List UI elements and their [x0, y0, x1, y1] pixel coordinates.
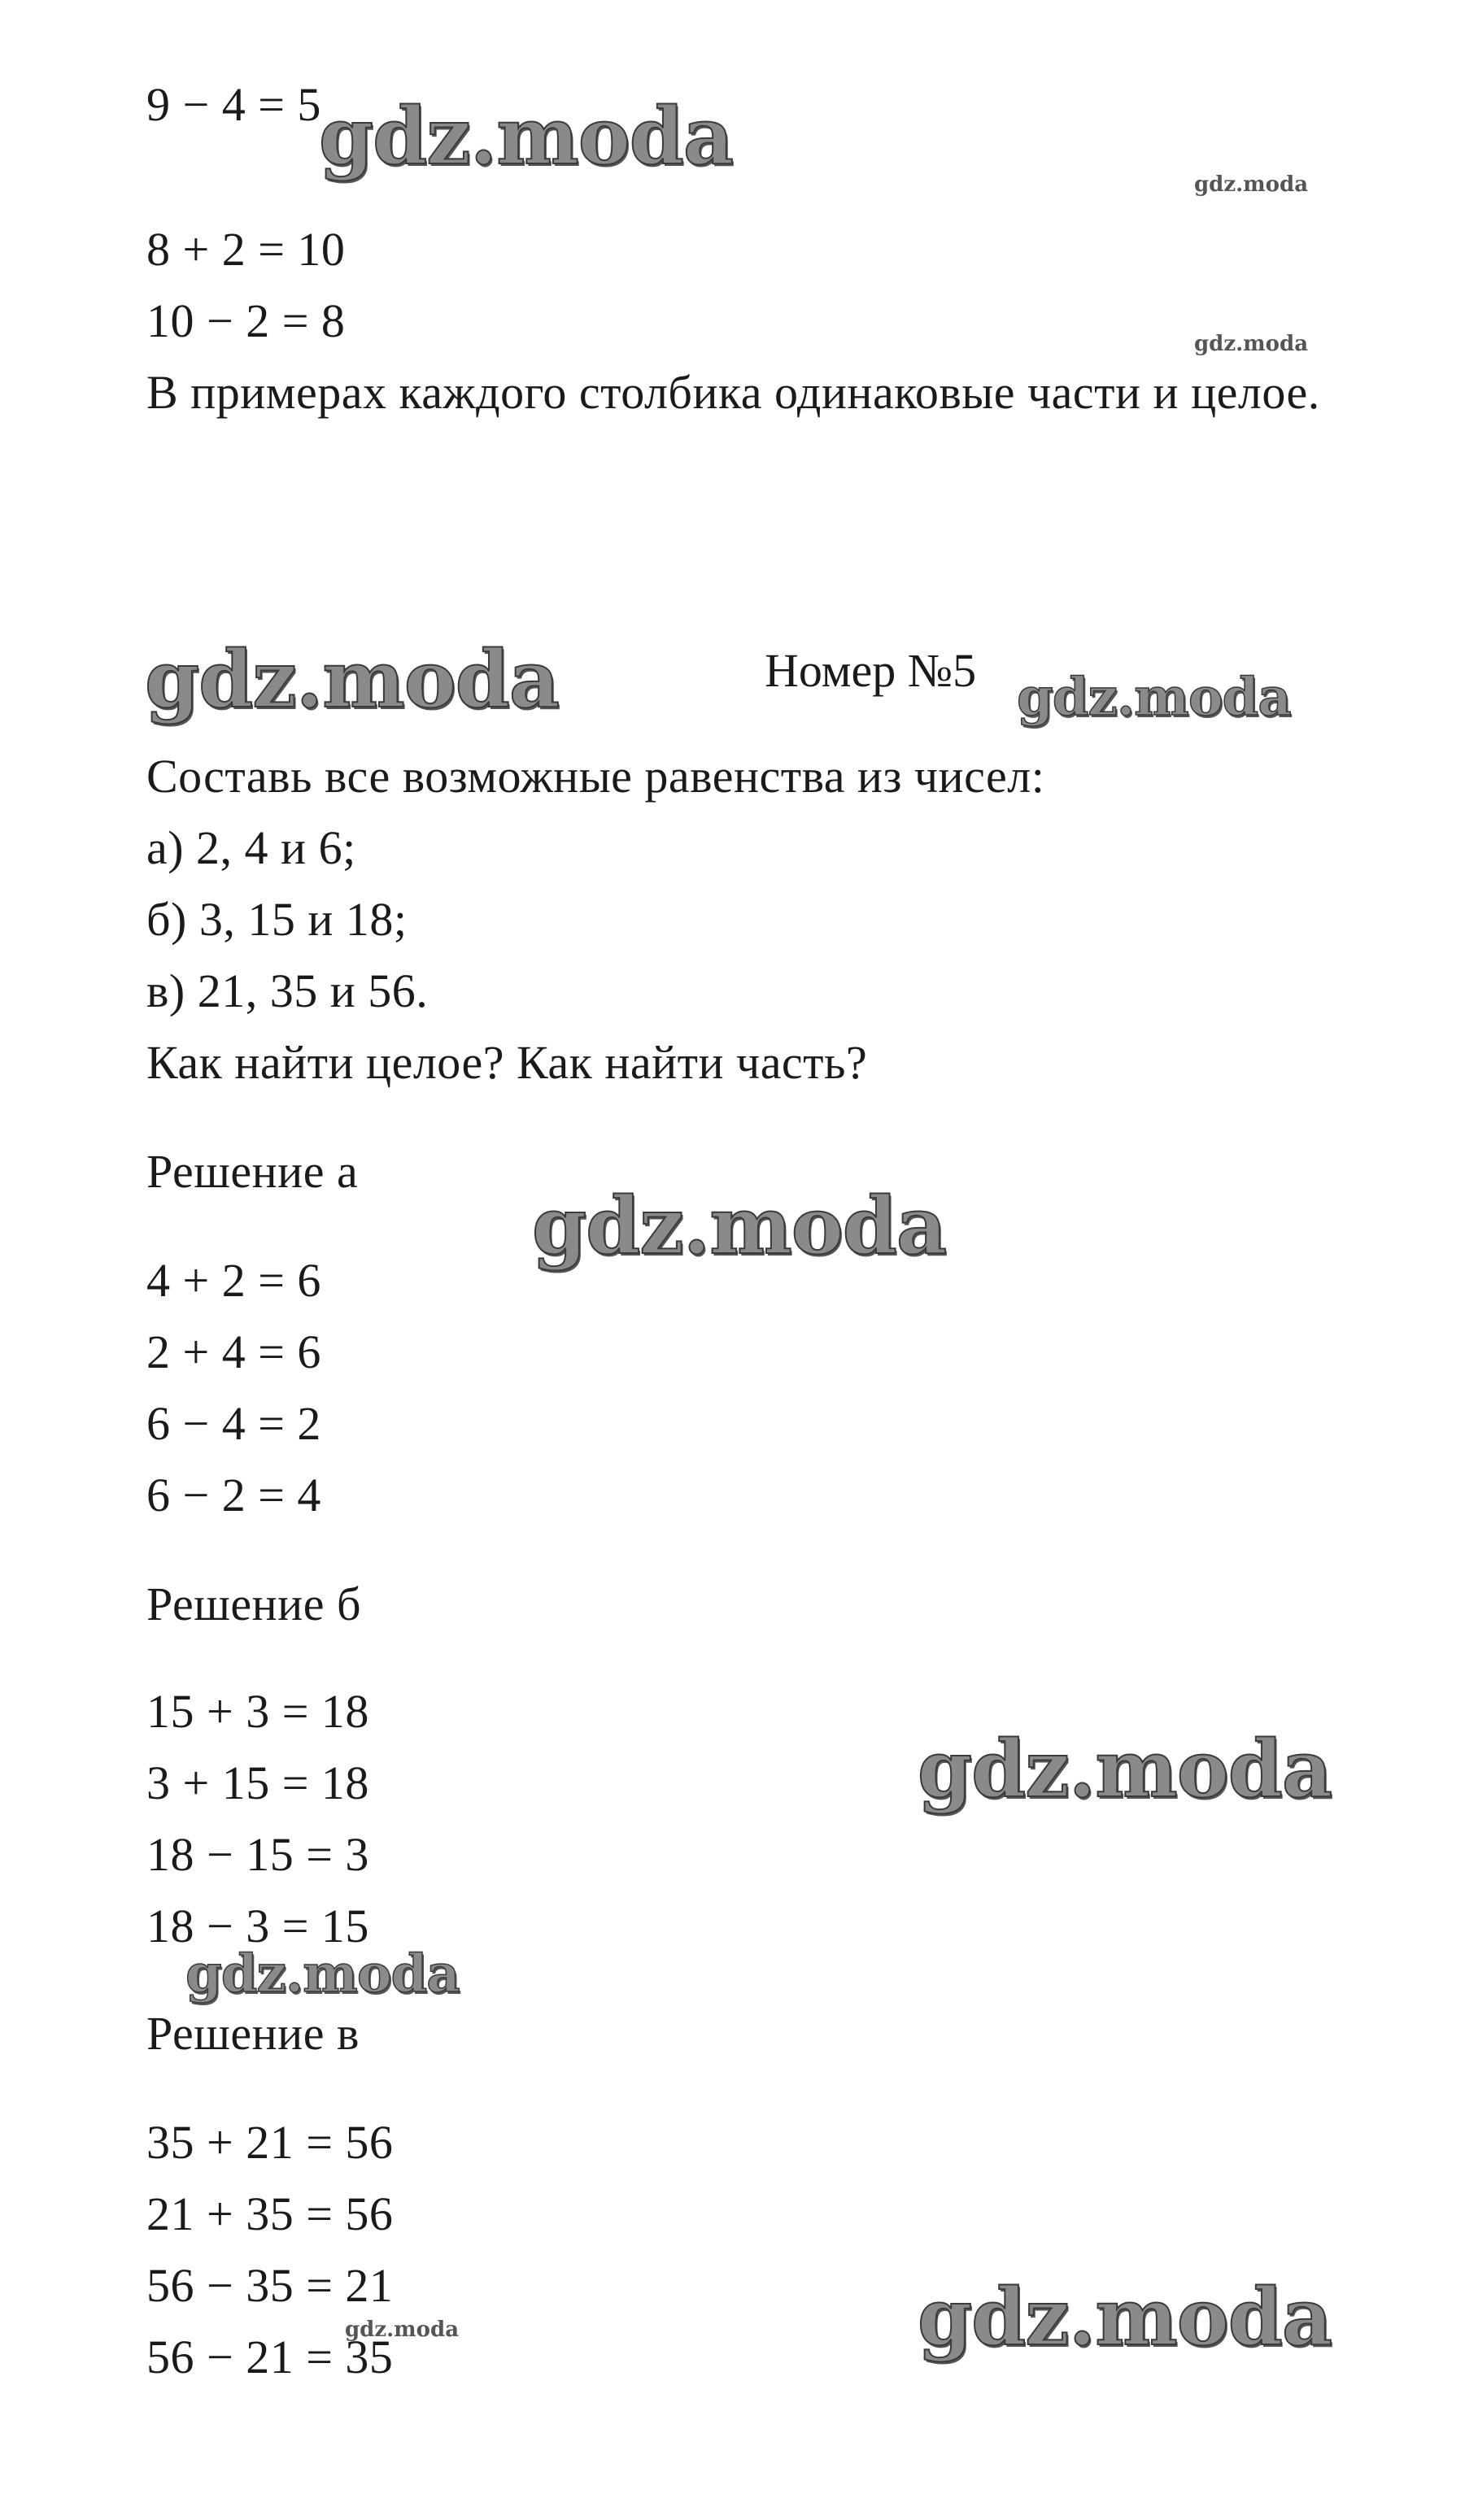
- task-heading: Номер №5: [765, 644, 977, 697]
- task-item: в) 21, 35 и 56.: [146, 964, 429, 1017]
- equation-line: 9 − 4 = 5: [146, 78, 321, 131]
- equation-line: 21 + 35 = 56: [146, 2187, 394, 2240]
- watermark: gdz.moda: [345, 2318, 460, 2342]
- watermark: gdz.moda: [918, 2271, 1332, 2363]
- equation-line: 35 + 21 = 56: [146, 2116, 394, 2169]
- watermark: gdz.moda: [1194, 172, 1309, 197]
- conclusion-text: В примерах каждого столбика одинаковые части и целое.: [146, 366, 1320, 419]
- equation-line: 6 − 2 = 4: [146, 1469, 321, 1521]
- equation-line: 56 − 35 = 21: [146, 2259, 394, 2312]
- solution-title: Решение а: [146, 1145, 359, 1198]
- equation-line: 2 + 4 = 6: [146, 1325, 321, 1378]
- solution-title: Решение б: [146, 1578, 361, 1630]
- equation-line: 56 − 21 = 35: [146, 2331, 394, 2383]
- task-question: Как найти целое? Как найти часть?: [146, 1036, 868, 1089]
- watermark: gdz.moda: [918, 1723, 1332, 1815]
- equation-line: 6 − 4 = 2: [146, 1397, 321, 1450]
- equation-line: 8 + 2 = 10: [146, 223, 346, 276]
- equation-line: 3 + 15 = 18: [146, 1756, 369, 1809]
- watermark: gdz.moda: [1017, 667, 1291, 728]
- task-item: а) 2, 4 и 6;: [146, 821, 356, 874]
- equation-line: 18 − 3 = 15: [146, 1900, 369, 1952]
- watermark: gdz.moda: [185, 1943, 460, 2004]
- watermark: gdz.moda: [145, 633, 560, 725]
- solution-title: Решение в: [146, 2007, 360, 2060]
- watermark: gdz.moda: [1194, 332, 1309, 356]
- watermark: gdz.moda: [532, 1180, 947, 1272]
- watermark: gdz.moda: [319, 90, 734, 182]
- task-prompt: Составь все возможные равенства из чисел:: [146, 750, 1045, 803]
- equation-line: 15 + 3 = 18: [146, 1685, 369, 1738]
- equation-line: 18 − 15 = 3: [146, 1828, 369, 1881]
- task-item: б) 3, 15 и 18;: [146, 893, 408, 946]
- equation-line: 10 − 2 = 8: [146, 294, 346, 347]
- equation-line: 4 + 2 = 6: [146, 1254, 321, 1307]
